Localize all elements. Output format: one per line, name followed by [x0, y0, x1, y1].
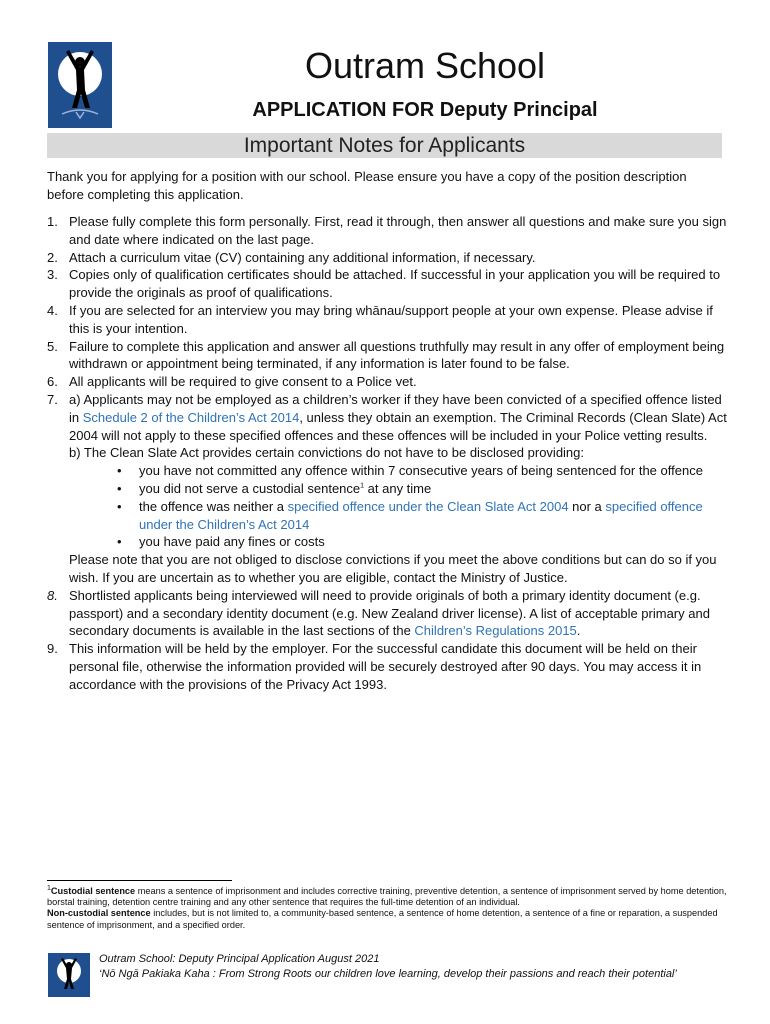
clean-slate-conditions: [69, 462, 727, 551]
child-silhouette-icon: [48, 953, 90, 997]
disclosure-note: Please note that you are not obliged to disclose convictions if you meet the above conditions but can do so if you wish. If you are uncertain as to whether you are eligible, contact the Ministry of Justice.: [69, 552, 717, 585]
list-item: 2. Attach a curriculum vitae (CV) containing any additional information, if necessary.: [47, 249, 536, 265]
intro-paragraph: Thank you for applying for a position with our school. Please ensure you have a copy of the position description before completing this application.: [47, 169, 687, 202]
list-item: 9. This information will be held by the employer. For the successful candidate this document will be held on their personal file, otherwise the information provided will be securely destroyed after 90 days. You may access it in accordance with the provisions of the Privacy Act 1993.: [47, 641, 702, 692]
bullet-icon: •: [117, 463, 122, 479]
footer-logo: [48, 953, 90, 997]
list-item: 3. Copies only of qualification certificates should be attached. If successful in your application you will be required to provide the originals as proof of qualifications.: [47, 267, 721, 301]
bullet-icon: •: [117, 534, 122, 550]
bullet-icon: •: [117, 480, 122, 496]
footnote-divider: [47, 880, 232, 881]
child-silhouette-icon: [48, 42, 112, 128]
school-logo: [48, 42, 112, 128]
list-item: 5. Failure to complete this application and answer all questions truthfully may result in any offer of employment being withdrawn or appointment being terminated, if any information is later found to be false.: [47, 338, 725, 372]
bullet-icon: •: [117, 498, 122, 514]
childrens-act-link[interactable]: specified offence under the Children’s Act 2014: [139, 498, 703, 532]
list-item: 4. If you are selected for an interview you may bring whānau/support people at your own expense. Please advise if this is your intention.: [47, 302, 713, 336]
custodial-definition: $^1$Custodial sentence means a sentence of imprisonment and includes corrective training, preventive detention, a sentence of imprisonment served by home detention, borstal training, detention centre training and any other sentence that requires the full-time detention of an individual.: [47, 884, 727, 908]
footnote-marker: 1: [360, 482, 365, 490]
noncustodial-definition: Non-custodial sentence includes, but is not limited to, a community-based sentence, a sentence of home detention, a sentence of a fine or reparation, a suspended sentence of imprisonment, and a specified order.: [47, 908, 718, 930]
list-item: • the offence was neither a specified offence under the Clean Slate Act 2004 nor a specified offence under the Children’s Act 2014: [117, 498, 703, 532]
schedule-2-link[interactable]: Schedule 2 of the Children’s Act 2014: [82, 409, 300, 425]
notes-title: Important Notes for Applicants: [243, 134, 526, 157]
list-item: • you have not committed any offence within 7 consecutive years of being sentenced for the offence: [117, 463, 703, 479]
school-name: Outram School: [304, 45, 546, 86]
item-7a: a) Applicants may not be employed as a children’s worker if they have been convicted of a specified offence listed in Schedule 2 of the Children’s Act 2014, unless they obtain an exemption. The Criminal Records (Clean Slate) Act 2004 will not apply to these specified offences and these offences will be included in your Police vetting results.: [69, 391, 727, 443]
list-item: 6. All applicants will be required to give consent to a Police vet.: [47, 374, 417, 390]
list-item: 8. Shortlisted applicants being interviewed will need to provide originals of both a primary identity document (e.g. passport) and a secondary identity document (e.g. New Zealand driver license). A list of acceptable primary and secondary documents is available in the last sections of the Children’s Regulations 2015.: [47, 587, 710, 639]
application-title: APPLICATION FOR Deputy Principal: [252, 99, 598, 121]
list-item: 1. Please fully complete this form personally. First, read it through, then answer all questions and make sure you sign and date where indicated on the last page.: [47, 214, 727, 247]
list-item: • you did not serve a custodial sentence$^1$ at any time: [117, 480, 432, 496]
item-7b: b) The Clean Slate Act provides certain convictions do not have to be disclosed providing:: [69, 445, 585, 461]
childrens-regulations-link[interactable]: Children’s Regulations 2015: [414, 623, 577, 639]
footer-doc-title: Outram School: Deputy Principal Application August 2021: [99, 953, 380, 965]
notes-list: [47, 213, 727, 694]
list-item: • you have paid any fines or costs: [117, 534, 325, 550]
list-item-7: 7. a) Applicants may not be employed as a children’s worker if they have been convicted of a specified offence listed in Schedule 2 of the Children’s Act 2014, unless they obtain an exemption. The Criminal Records (Clean Slate) Act 2004 will not apply to these specified offences and these offences will be included in your Police vetting results. b) The Clean Slate Act provides certain convictions do not have to be disclosed providing: • you have not committed any offence within 7 consecutive years of being sentenced for the offence • you did not serve a custodial sentence$^1$ at any time • the offence was neither a specified offence under the Clean Slate Act 2004 nor a specified offence under the Children’s Act 2014 • you have paid any fines or costs Please note that you are not obliged to disclose convictions if you meet the above conditions but can do so if you wish. If you are uncertain as to whether you are eligible, contact the Ministry of Justice.: [47, 391, 727, 585]
clean-slate-act-link[interactable]: specified offence under the Clean Slate Act 2004: [287, 498, 569, 514]
footnote: [47, 886, 727, 931]
footer-motto: ‘Nō Ngā Pakiaka Kaha : From Strong Roots our children love learning, develop their passions and reach their potential’: [99, 968, 677, 980]
